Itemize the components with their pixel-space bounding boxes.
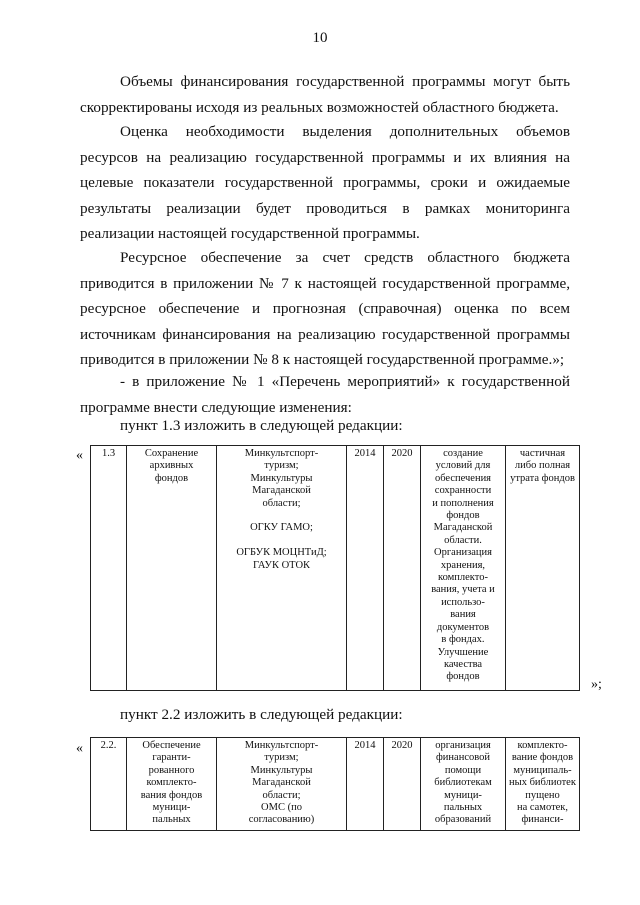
cell-consequence: комплекто- вание фондов муниципаль- ных библиотек пущено на самотек, финанси-: [506, 738, 580, 831]
table-point-2-2: [90, 737, 580, 831]
point-2-2-label: пункт 2.2 изложить в следующей редакции:: [120, 706, 403, 723]
table-point-1-3: [90, 445, 580, 691]
cell-consequence: частичная либо полная утрата фондов: [506, 446, 580, 691]
paragraph-resources: Ресурсное обеспечение за счет средств областного бюджета приводится в приложении № 7 к настоящей государственной программе, ресурсное обеспечение и прогнозная (справочная) оценка по всем источникам финансирования на реализацию государственной программы приводится в приложении № 8 к настоящей государственной программе.»;: [80, 249, 570, 368]
paragraph-financing: Объемы финансирования государственной программы могут быть скорректированы исходя из реальных возможностей областного бюджета.: [80, 73, 570, 116]
point-1-3-label: пункт 1.3 изложить в следующей редакции:: [120, 417, 403, 434]
cell-year-end: 2020: [384, 446, 421, 691]
cell-executors: Минкультспорт- туризм; Минкультуры Магаданской области; ОГКУ ГАМО; ОГБУК МОЦНТиД; ГАУК ОТОК: [217, 446, 347, 691]
close-quote-1: »;: [591, 677, 602, 692]
open-quote-2: «: [76, 741, 83, 756]
cell-name: Сохранение архивных фондов: [127, 446, 217, 691]
cell-year-start: 2014: [347, 738, 384, 831]
cell-result: создание условий для обеспечения сохранности и пополнения фондов Магаданской области. Организация хранения, комплекто- вания, учета и использо- вания документов в фондах. Улучшение качества фондов: [421, 446, 506, 691]
table-row: [91, 738, 580, 831]
cell-year-start: 2014: [347, 446, 384, 691]
cell-year-end: 2020: [384, 738, 421, 831]
cell-name: Обеспечение гаранти- рованного комплекто- вания фондов муници- пальных: [127, 738, 217, 831]
page-number: 10: [312, 30, 328, 46]
cell-executors: Минкультспорт- туризм; Минкультуры Магаданской области; ОМС (по согласованию): [217, 738, 347, 831]
paragraph-assessment: Оценка необходимости выделения дополнительных объемов ресурсов на реализацию государственной программы и их влияния на целевые показатели государственной программы, сроки и ожидаемые результаты реализации будет проводиться в рамках мониторинга реализации настоящей государственной программы.: [80, 123, 570, 242]
open-quote-1: «: [76, 448, 83, 463]
table-row: [91, 446, 580, 691]
paragraph-appendix-changes: - в приложение № 1 «Перечень мероприятий» к государственной программе внести следующие изменения:: [80, 373, 570, 416]
cell-num: 2.2.: [91, 738, 127, 831]
cell-num: 1.3: [91, 446, 127, 691]
cell-result: организация финансовой помощи библиотекам муници- пальных образований: [421, 738, 506, 831]
